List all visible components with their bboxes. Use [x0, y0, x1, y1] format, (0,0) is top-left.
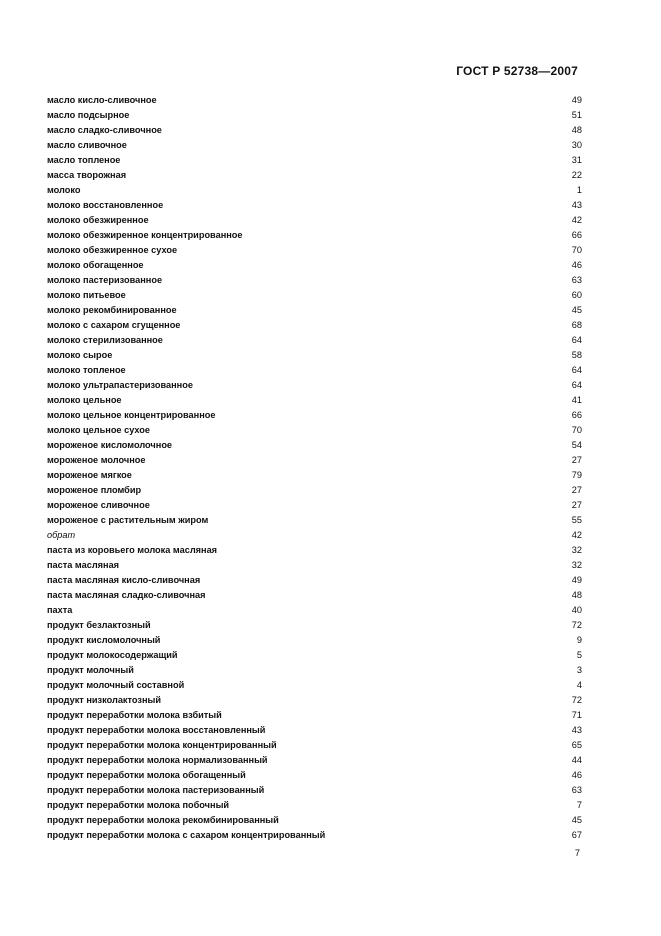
- index-term: молоко обезжиренное сухое: [47, 245, 178, 255]
- index-page-ref: 32: [571, 560, 582, 570]
- index-entry: [47, 573, 582, 588]
- index-term: паста масляная сладко-сливочная: [47, 590, 206, 600]
- index-entry: [47, 348, 582, 363]
- index-page-ref: 45: [571, 815, 582, 825]
- index-term: молоко стерилизованное: [47, 335, 163, 345]
- index-entry: [47, 273, 582, 288]
- index-entry: [47, 378, 582, 393]
- index-page-ref: 72: [571, 620, 582, 630]
- index-term: продукт переработки молока концентрированный: [47, 740, 277, 750]
- index-entry: [47, 798, 582, 813]
- index-term: мороженое с растительным жиром: [47, 515, 209, 525]
- index-page-ref: 70: [571, 245, 582, 255]
- index-page-ref: 9: [576, 635, 582, 645]
- index-page-ref: 64: [571, 365, 582, 375]
- index-term: мороженое сливочное: [47, 500, 150, 510]
- index-page-ref: 63: [571, 785, 582, 795]
- index-entry: [47, 738, 582, 753]
- index-page-ref: 46: [571, 770, 582, 780]
- index-page-ref: 67: [571, 830, 582, 840]
- index-page-ref: 27: [571, 455, 582, 465]
- index-page-ref: 4: [576, 680, 582, 690]
- index-entry: [47, 588, 582, 603]
- index-entry: [47, 543, 582, 558]
- index-entry: [47, 183, 582, 198]
- index-term: продукт молочный составной: [47, 680, 185, 690]
- index-entry: [47, 333, 582, 348]
- index-entry: [47, 153, 582, 168]
- index-page-ref: 60: [571, 290, 582, 300]
- index-entry: [47, 258, 582, 273]
- index-page-ref: 22: [571, 170, 582, 180]
- index-entry: [47, 138, 582, 153]
- page-number: 7: [574, 848, 580, 858]
- index-entry: [47, 423, 582, 438]
- index-entry: [47, 708, 582, 723]
- index-term: молоко пастеризованное: [47, 275, 163, 285]
- index-page-ref: 70: [571, 425, 582, 435]
- index-term: молоко: [47, 185, 81, 195]
- index-entry: [47, 123, 582, 138]
- index-page-ref: 58: [571, 350, 582, 360]
- index-term: масло сливочное: [47, 140, 127, 150]
- document-header: ГОСТ Р 52738—2007: [456, 64, 578, 78]
- index-entry: [47, 93, 582, 108]
- index-term: масса творожная: [47, 170, 127, 180]
- index-entry: [47, 288, 582, 303]
- index-entry: [47, 648, 582, 663]
- index-page-ref: 63: [571, 275, 582, 285]
- index-page-ref: 54: [571, 440, 582, 450]
- index-term: продукт переработки молока пастеризованный: [47, 785, 265, 795]
- index-page-ref: 64: [571, 380, 582, 390]
- index-term: паста из коровьего молока масляная: [47, 545, 218, 555]
- index-entry: [47, 753, 582, 768]
- index-entry: [47, 318, 582, 333]
- index-page-ref: 48: [571, 590, 582, 600]
- index-page-ref: 3: [576, 665, 582, 675]
- index-page-ref: 30: [571, 140, 582, 150]
- index-entry: [47, 528, 582, 543]
- index-page-ref: 64: [571, 335, 582, 345]
- index-entry: [47, 228, 582, 243]
- index-page-ref: 68: [571, 320, 582, 330]
- index-page-ref: 44: [571, 755, 582, 765]
- index-term: мороженое пломбир: [47, 485, 142, 495]
- index-term: молоко питьевое: [47, 290, 126, 300]
- index-term: молоко цельное сухое: [47, 425, 151, 435]
- index-entry: [47, 483, 582, 498]
- index-entry: [47, 468, 582, 483]
- index-page-ref: 7: [576, 800, 582, 810]
- index-term: молоко цельное концентрированное: [47, 410, 216, 420]
- index-entry: [47, 453, 582, 468]
- index-page-ref: 79: [571, 470, 582, 480]
- index-entry: [47, 108, 582, 123]
- index-term: обрат: [47, 530, 76, 540]
- index-page-ref: 48: [571, 125, 582, 135]
- index-entry: [47, 618, 582, 633]
- index-term: молоко с сахаром сгущенное: [47, 320, 181, 330]
- index-term: продукт переработки молока с сахаром концентрированный: [47, 830, 326, 840]
- index-term: молоко топленое: [47, 365, 126, 375]
- index-page-ref: 49: [571, 575, 582, 585]
- index-page-ref: 5: [576, 650, 582, 660]
- index-page-ref: 27: [571, 500, 582, 510]
- index-entry: [47, 498, 582, 513]
- index-entry: [47, 663, 582, 678]
- index-page-ref: 31: [571, 155, 582, 165]
- index-page-ref: 55: [571, 515, 582, 525]
- index-entry: [47, 168, 582, 183]
- index-entry: [47, 363, 582, 378]
- index-entry: [47, 633, 582, 648]
- index-term: продукт безлактозный: [47, 620, 151, 630]
- index-entry: [47, 408, 582, 423]
- index-page-ref: 42: [571, 530, 582, 540]
- index-term: молоко обезжиренное концентрированное: [47, 230, 243, 240]
- index-entry: [47, 693, 582, 708]
- index-term: продукт низколактозный: [47, 695, 162, 705]
- index-page-ref: 27: [571, 485, 582, 495]
- index-page-ref: 32: [571, 545, 582, 555]
- index-page-ref: 65: [571, 740, 582, 750]
- index-page-ref: 71: [571, 710, 582, 720]
- index-term: молоко восстановленное: [47, 200, 164, 210]
- index-term: мороженое кисломолочное: [47, 440, 173, 450]
- index-term: продукт переработки молока рекомбинированный: [47, 815, 279, 825]
- index-term: продукт переработки молока нормализованный: [47, 755, 268, 765]
- index-entry: [47, 768, 582, 783]
- index-page-ref: 43: [571, 725, 582, 735]
- index-term: молоко обезжиренное: [47, 215, 149, 225]
- index-entry: [47, 603, 582, 618]
- index-term: молоко обогащенное: [47, 260, 144, 270]
- index-entry: [47, 678, 582, 693]
- index-term: продукт переработки молока побочный: [47, 800, 230, 810]
- index-entry: [47, 393, 582, 408]
- index-term: продукт молочный: [47, 665, 134, 675]
- index-term: продукт переработки молока взбитый: [47, 710, 222, 720]
- index-entry: [47, 558, 582, 573]
- index-entry: [47, 723, 582, 738]
- index-page-ref: 46: [571, 260, 582, 270]
- index-page-ref: 41: [571, 395, 582, 405]
- index-term: масло подсырное: [47, 110, 130, 120]
- index-page-ref: 49: [571, 95, 582, 105]
- index-term: пахта: [47, 605, 73, 615]
- index-term: продукт переработки молока восстановленный: [47, 725, 266, 735]
- index-page-ref: 72: [571, 695, 582, 705]
- index-term: паста масляная кисло-сливочная: [47, 575, 201, 585]
- index-entry: [47, 813, 582, 828]
- index-term: мороженое молочное: [47, 455, 146, 465]
- index-entry: [47, 828, 582, 843]
- term-index-list: [47, 93, 582, 843]
- index-entry: [47, 513, 582, 528]
- index-page-ref: 66: [571, 230, 582, 240]
- index-term: паста масляная: [47, 560, 120, 570]
- index-entry: [47, 438, 582, 453]
- index-page-ref: 66: [571, 410, 582, 420]
- index-term: масло кисло-сливочное: [47, 95, 157, 105]
- index-page-ref: 1: [576, 185, 582, 195]
- index-entry: [47, 303, 582, 318]
- index-entry: [47, 198, 582, 213]
- index-term: продукт переработки молока обогащенный: [47, 770, 246, 780]
- index-page-ref: 43: [571, 200, 582, 210]
- index-page-ref: 40: [571, 605, 582, 615]
- index-term: молоко сырое: [47, 350, 113, 360]
- index-term: молоко цельное: [47, 395, 122, 405]
- index-term: продукт молокосодержащий: [47, 650, 178, 660]
- index-term: продукт кисломолочный: [47, 635, 161, 645]
- index-entry: [47, 783, 582, 798]
- index-entry: [47, 213, 582, 228]
- index-term: мороженое мягкое: [47, 470, 132, 480]
- index-term: масло сладко-сливочное: [47, 125, 162, 135]
- index-term: молоко рекомбинированное: [47, 305, 177, 315]
- index-term: масло топленое: [47, 155, 121, 165]
- index-entry: [47, 243, 582, 258]
- index-page-ref: 45: [571, 305, 582, 315]
- index-term: молоко ультрапастеризованное: [47, 380, 193, 390]
- index-page-ref: 42: [571, 215, 582, 225]
- index-page-ref: 51: [571, 110, 582, 120]
